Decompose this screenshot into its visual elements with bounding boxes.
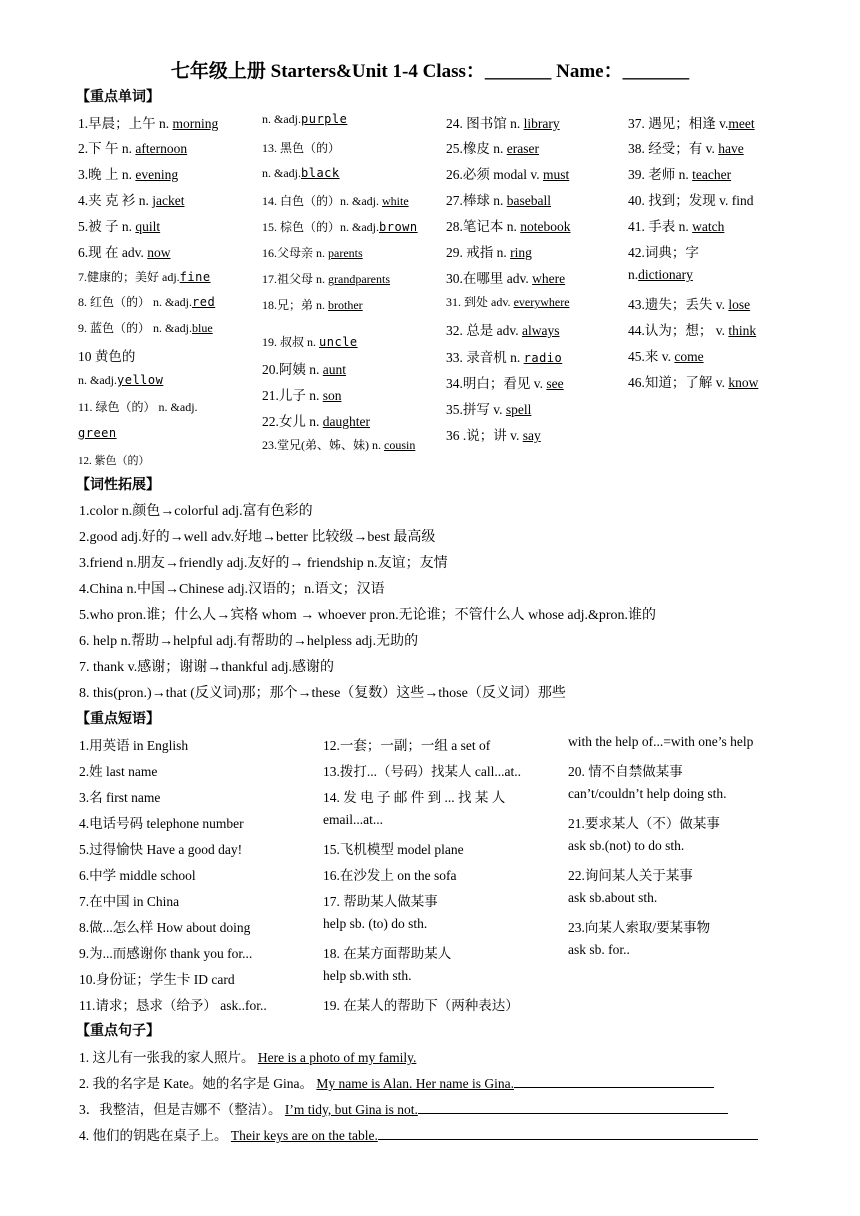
word-item: 33. 录音机 n. radio (446, 350, 563, 365)
phrase-item: 8.做...怎么样 How about doing (79, 920, 251, 935)
sentence-item: 4. 他们的钥匙在桌子上。 Their keys are on the table. (79, 1124, 758, 1144)
word-item: 23.堂兄(弟、姊、妹) n. cousin (262, 438, 416, 452)
section-derivatives-heading: 【词性拓展】 (76, 478, 160, 493)
word-item: 38. 经受；有 v. have (628, 141, 744, 156)
word-item: 18.兄；弟 n. brother (262, 298, 363, 312)
phrase-item: 18. 在某方面帮助某人 (323, 946, 452, 961)
phrase-item: 14. 发 电 子 邮 件 到 ... 找 某 人 (323, 790, 506, 805)
word-item: 19. 叔叔 n. uncle (262, 335, 358, 349)
word-item: 46.知道；了解 v. know (628, 375, 759, 390)
phrase-item: 15.飞机模型 model plane (323, 842, 464, 857)
section-words-heading: 【重点单词】 (76, 90, 160, 105)
phrase-item: 22.询问某人关于某事 (568, 868, 693, 883)
page-title: 七年级上册 Starters&Unit 1-4 Class：_______ Name：_______ (170, 61, 690, 82)
word-item: 28.笔记本 n. notebook (446, 219, 571, 234)
derivative-line: 2.good adj.好的→well adv.好地→better 比较级→best 最高级 (79, 530, 436, 545)
word-item: 16.父母亲 n. parents (262, 246, 363, 260)
word-item: 42.词典；字 (628, 245, 699, 260)
word-item: n. &adj.black (262, 166, 340, 180)
phrase-item: 4.电话号码 telephone number (79, 816, 244, 831)
word-item: 40. 找到；发现 v. find (628, 193, 754, 208)
word-item: 35.拼写 v. spell (446, 402, 532, 417)
sentences-list (79, 1046, 809, 1156)
word-item: 4.夹 克 衫 n. jacket (78, 193, 185, 208)
sentence-item: 1. 这儿有一张我的家人照片。 Here is a photo of my family. (79, 1050, 417, 1065)
phrase-item: 9.为...而感谢你 thank you for... (79, 946, 253, 961)
phrase-item: 6.中学 middle school (79, 868, 196, 883)
word-item: 6.现 在 adv. now (78, 245, 171, 260)
phrase-item: 21.要求某人（不）做某事 (568, 816, 720, 831)
phrase-item: 10.身份证；学生卡 ID card (79, 972, 235, 987)
phrase-item: help sb.with sth. (323, 968, 412, 983)
derivative-line: 1.color n.颜色→colorful adj.富有色彩的 (79, 504, 313, 519)
word-item: 11. 绿色（的） n. &adj. (78, 400, 198, 414)
derivative-line: 7. thank v.感谢；谢谢→thankful adj.感谢的 (79, 660, 334, 675)
word-item: 12. 紫色（的） (78, 455, 150, 467)
word-item: 17.祖父母 n. grandparents (262, 272, 390, 286)
word-item: 21.儿子 n. son (262, 388, 342, 403)
word-item: 2.下 午 n. afternoon (78, 141, 188, 156)
phrase-item: 23.向某人索取/要某事物 (568, 920, 711, 935)
word-item: 9. 蓝色（的） n. &adj.blue (78, 321, 213, 335)
phrase-item: 5.过得愉快 Have a good day! (79, 842, 243, 857)
sentence-item: 3．我整洁，但是吉娜不（整洁）。 I’m tidy, but Gina is not. (79, 1098, 728, 1118)
word-item: 30.在哪里 adv. where (446, 271, 566, 286)
word-item: 31. 到处 adv. everywhere (446, 295, 570, 309)
derivative-line: 8. this(pron.)→that (反义词)那；那个→these（复数）这些→those（反义词）那些 (79, 686, 566, 701)
word-item: n.dictionary (628, 267, 693, 282)
derivative-line: 6. help n.帮助→helpful adj.有帮助的→helpless adj.无助的 (79, 634, 419, 649)
phrase-item: 16.在沙发上 on the sofa (323, 868, 457, 883)
sentence-item: 2. 我的名字是 Kate。她的名字是 Gina。 My name is Alan. Her name is Gina. (79, 1072, 714, 1092)
word-item: 15. 棕色（的）n. &adj.brown (262, 220, 418, 234)
phrase-item: ask sb.about sth. (568, 890, 658, 905)
word-item: 44.认为；想； v. think (628, 323, 757, 338)
phrase-item: 1.用英语 in English (79, 738, 189, 753)
word-item: 13. 黑色（的） (262, 141, 341, 155)
word-item: 5.被 子 n. quilt (78, 219, 161, 234)
word-item: 43.遗失；丢失 v. lose (628, 297, 751, 312)
phrase-item: email...at... (323, 812, 383, 827)
word-item: 39. 老师 n. teacher (628, 167, 732, 182)
phrase-item: 7.在中国 in China (79, 894, 180, 909)
word-item: 22.女儿 n. daughter (262, 414, 370, 429)
word-item: 27.棒球 n. baseball (446, 193, 551, 208)
word-item: 25.橡皮 n. eraser (446, 141, 539, 156)
derivative-line: 4.China n.中国→Chinese adj.汉语的；n.语文；汉语 (79, 582, 385, 597)
derivative-line: 3.friend n.朋友→friendly adj.友好的→ friendship n.友谊；友情 (79, 556, 448, 571)
word-item: 24. 图书馆 n. library (446, 116, 560, 131)
phrase-item: 11.请求；恳求（给予） ask..for.. (79, 998, 267, 1013)
phrase-item: 19. 在某人的帮助下（两种表达） (323, 998, 519, 1013)
word-item: 37. 遇见；相逢 v.meet (628, 116, 755, 131)
word-item: 1.早晨；上午 n. morning (78, 116, 219, 131)
word-item: 10 黄色的 (78, 349, 136, 364)
word-item: 32. 总是 adv. always (446, 323, 560, 338)
phrase-item: 20. 情不自禁做某事 (568, 764, 683, 779)
phrase-item: 17. 帮助某人做某事 (323, 894, 438, 909)
phrase-item: with the help of...=with one’s help (568, 734, 754, 749)
word-item: 20.阿姨 n. aunt (262, 362, 346, 377)
derivative-line: 5.who pron.谁；什么人→宾格 whom → whoever pron.无论谁；不管什么人 whose adj.&pron.谁的 (79, 608, 657, 623)
phrase-item: 13.拨打...（号码）找某人 call...at.. (323, 764, 521, 779)
word-item: green (78, 426, 117, 440)
section-phrases-heading: 【重点短语】 (76, 712, 160, 727)
word-item: n. &adj.yellow (78, 373, 164, 387)
word-item: 8. 红色（的） n. &adj.red (78, 295, 216, 309)
phrase-item: can’t/couldn’t help doing sth. (568, 786, 727, 801)
phrase-item: ask sb. for.. (568, 942, 630, 957)
word-item: 41. 手表 n. watch (628, 219, 725, 234)
word-item: n. &adj.purple (262, 112, 348, 126)
word-item: 26.必须 modal v. must (446, 167, 570, 182)
phrase-item: 3.名 first name (79, 790, 161, 805)
word-item: 36 .说；讲 v. say (446, 428, 541, 443)
word-item: 3.晚 上 n. evening (78, 167, 179, 182)
section-sentences-heading: 【重点句子】 (76, 1024, 160, 1039)
word-item: 29. 戒指 n. ring (446, 245, 532, 260)
word-item: 7.健康的；美好 adj.fine (78, 270, 211, 284)
word-item: 14. 白色（的）n. &adj. white (262, 194, 409, 208)
phrase-item: 2.姓 last name (79, 764, 158, 779)
phrase-item: ask sb.(not) to do sth. (568, 838, 685, 853)
phrase-item: help sb. (to) do sth. (323, 916, 428, 931)
word-item: 45.来 v. come (628, 349, 704, 364)
phrase-item: 12.一套；一副；一组 a set of (323, 738, 491, 753)
word-item: 34.明白；看见 v. see (446, 376, 564, 391)
